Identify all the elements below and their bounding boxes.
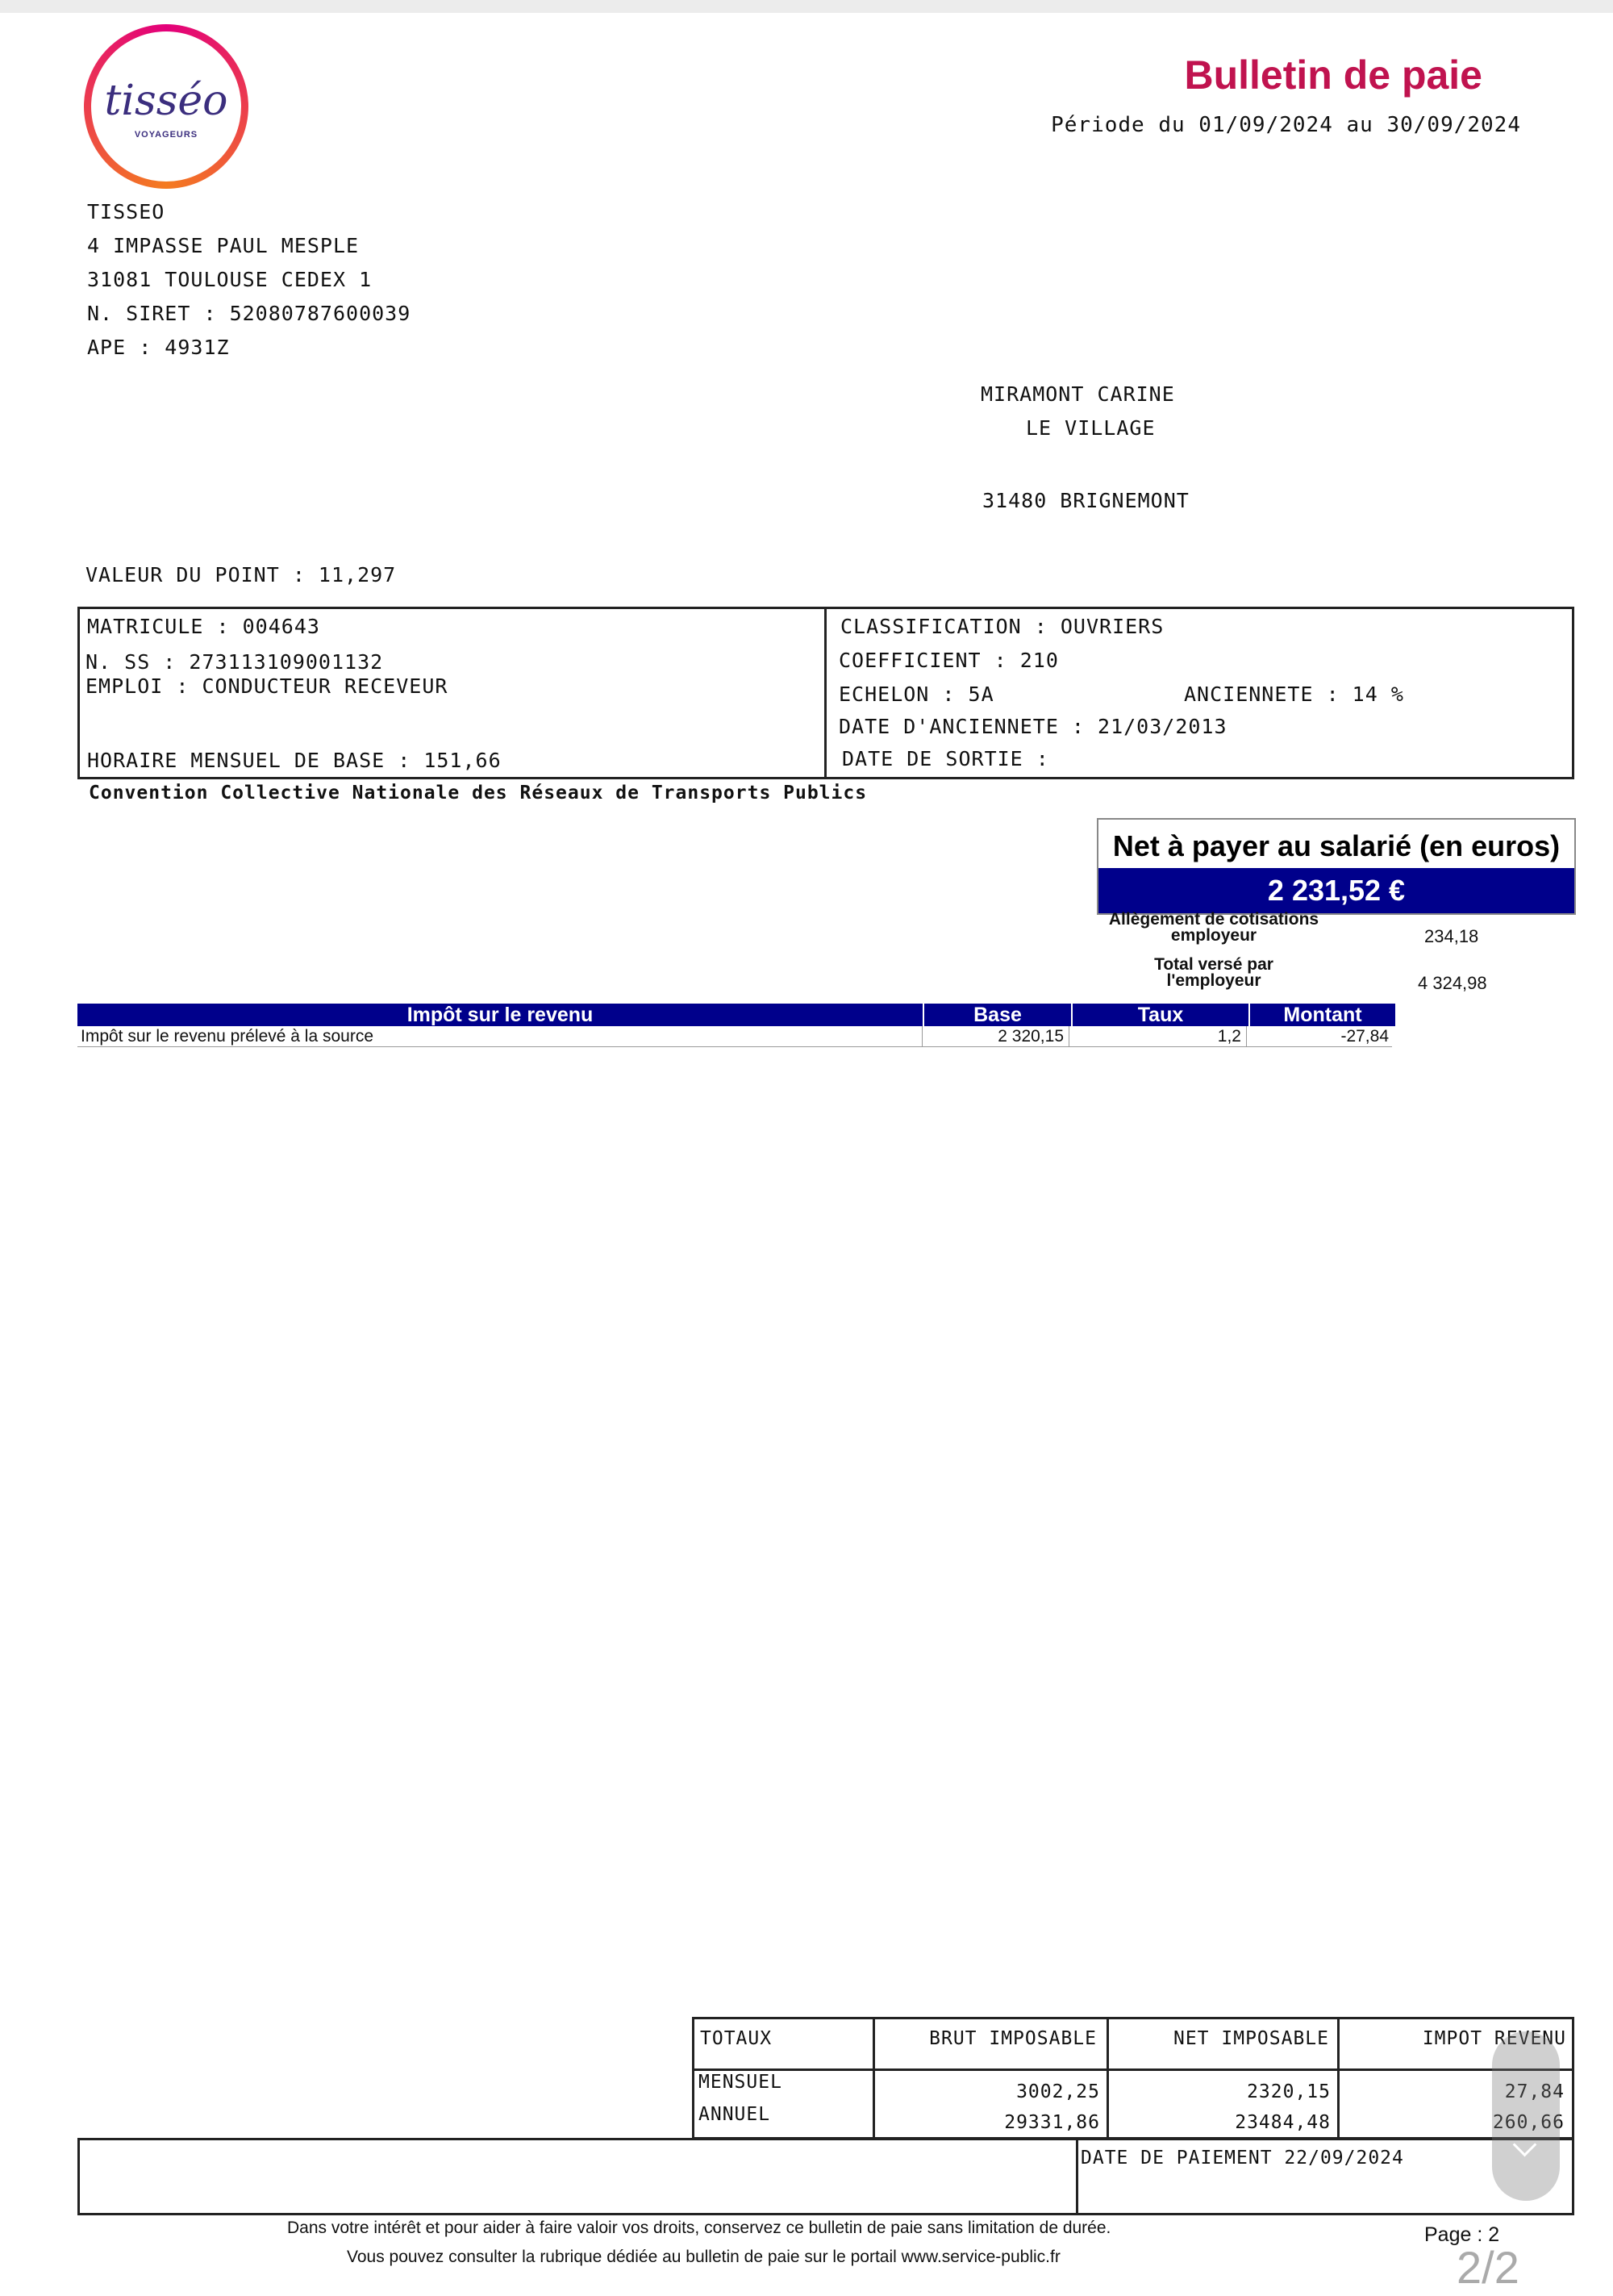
classification: CLASSIFICATION : OUVRIERS [840, 615, 1165, 638]
logo-word: tisséo [104, 77, 228, 125]
collective-agreement: Convention Collective Nationale des Réseaux de Transports Publics [89, 783, 868, 804]
totals-annual-gross: 29331,86 [1004, 2112, 1100, 2133]
employer-address-1: 4 IMPASSE PAUL MESPLE [87, 234, 360, 257]
employer-relief-value: 234,18 [1424, 926, 1479, 946]
net-pay-value: 2 231,52 € [1098, 868, 1574, 913]
table-row [77, 1026, 1395, 1047]
logo-sub: VOYAGEURS [134, 130, 198, 140]
totals-annual-tax: 260,66 [1492, 2112, 1565, 2133]
job-title: EMPLOI : CONDUCTEUR RECEVEUR [85, 674, 448, 698]
net-pay-box [1097, 818, 1576, 915]
totals-row-monthly-label: MENSUEL [698, 2072, 782, 2093]
tax-header-base: Base [924, 1004, 1073, 1026]
page-indicator: 2/2 [1457, 2242, 1519, 2293]
footer-line-1: Dans votre intérêt et pour aider à faire valoir vos droits, conservez ce bulletin de paie sans limitation de durée. [287, 2219, 1111, 2237]
tax-header-amount: Montant [1250, 1004, 1395, 1026]
income-tax-table [77, 1004, 1395, 1047]
point-value: VALEUR DU POINT : 11,297 [85, 563, 397, 587]
social-security-number: N. SS : 273113109001132 [85, 650, 384, 674]
footer-line-2: Vous pouvez consulter la rubrique dédiée au bulletin de paie sur le portail www.service-public.fr [347, 2248, 1061, 2266]
employer-relief-label: Allègement de cotisations employeur [1108, 910, 1319, 945]
payment-date: DATE DE PAIEMENT 22/09/2024 [1081, 2148, 1404, 2169]
seniority-date: DATE D'ANCIENNETE : 21/03/2013 [839, 715, 1227, 738]
matricule: MATRICULE : 004643 [87, 615, 320, 638]
tax-header-rate: Taux [1073, 1004, 1250, 1026]
totals-header-divider [692, 2068, 1574, 2071]
totals-header-tax: IMPOT REVENU [1422, 2028, 1566, 2049]
totals-header-label: TOTAUX [700, 2028, 773, 2049]
tax-header-label: Impôt sur le revenu [77, 1004, 924, 1026]
page-number: Page : 2 [1424, 2223, 1500, 2246]
tisseo-logo [84, 24, 248, 189]
net-pay-title: Net à payer au salarié (en euros) [1112, 829, 1561, 862]
employee-address-1: LE VILLAGE [1026, 416, 1156, 440]
employer-ape: APE : 4931Z [87, 336, 230, 359]
tax-row-label: Impôt sur le revenu prélevé à la source [77, 1026, 923, 1047]
chevron-down-icon [1513, 2133, 1537, 2157]
document-title: Bulletin de paie [1184, 52, 1482, 98]
pay-period: Période du 01/09/2024 au 30/09/2024 [1051, 113, 1521, 137]
coefficient: COEFFICIENT : 210 [839, 649, 1059, 672]
totals-row-annual-label: ANNUEL [698, 2104, 771, 2125]
base-hours: HORAIRE MENSUEL DE BASE : 151,66 [87, 749, 502, 772]
totals-annual-net: 23484,48 [1235, 2112, 1331, 2133]
totals-monthly-tax: 27,84 [1504, 2081, 1565, 2102]
employer-address-2: 31081 TOULOUSE CEDEX 1 [87, 268, 373, 291]
exit-date: DATE DE SORTIE : [842, 747, 1049, 770]
employer-name: TISSEO [87, 200, 165, 223]
tax-row-base: 2 320,15 [923, 1026, 1069, 1047]
scroll-thumb[interactable] [1492, 2031, 1560, 2201]
totals-header-gross: BRUT IMPOSABLE [929, 2028, 1097, 2049]
totals-monthly-net: 2320,15 [1247, 2081, 1331, 2102]
tax-row-rate: 1,2 [1069, 1026, 1247, 1047]
tax-row-amount: -27,84 [1247, 1026, 1392, 1047]
totals-monthly-gross: 3002,25 [1016, 2081, 1100, 2102]
seniority: ANCIENNETE : 14 % [1184, 683, 1404, 706]
employer-total-label: Total versé par l'employeur [1154, 955, 1273, 990]
echelon: ECHELON : 5A [839, 683, 994, 706]
totals-header-net: NET IMPOSABLE [1173, 2028, 1329, 2049]
employee-address-2: 31480 BRIGNEMONT [982, 489, 1190, 512]
employee-name: MIRAMONT CARINE [981, 382, 1175, 406]
employer-total-value: 4 324,98 [1418, 973, 1487, 993]
employer-siret: N. SIRET : 52080787600039 [87, 302, 411, 325]
viewer-top-bar [0, 0, 1613, 13]
payment-box-divider [1076, 2138, 1078, 2215]
info-box-divider [824, 607, 827, 779]
